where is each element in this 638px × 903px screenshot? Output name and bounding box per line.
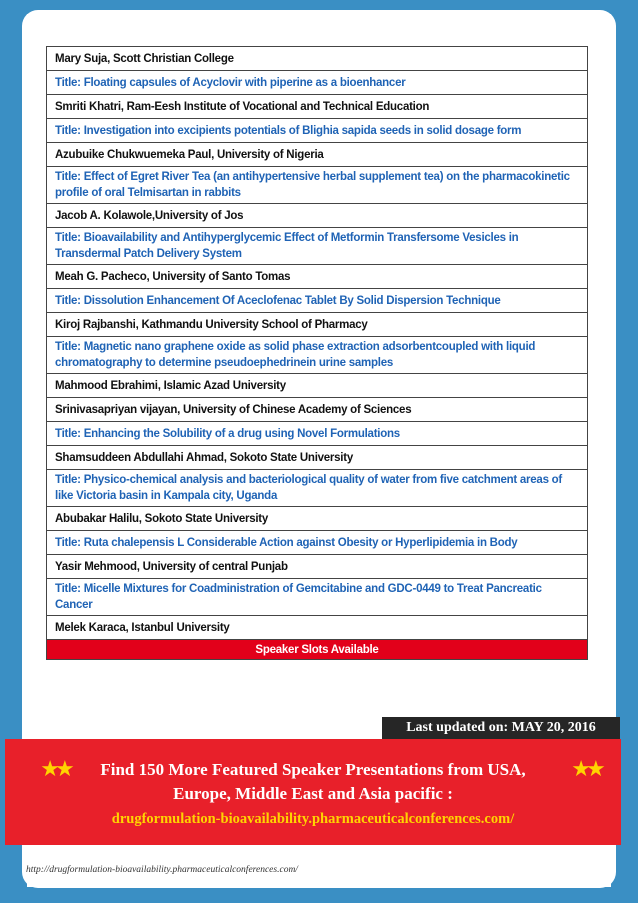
speaker-name: Srinivasapriyan vijayan, University of Chinese Academy of Sciences (47, 398, 588, 422)
presentation-title-row (47, 71, 588, 95)
presentation-title-row (47, 470, 588, 507)
speaker-table (46, 46, 588, 660)
footer-url-link[interactable]: http://drugformulation-bioavailability.pharmaceuticalconferences.com/ (26, 865, 298, 875)
star-icon: ★★ (40, 756, 70, 781)
presentation-title-row (47, 422, 588, 446)
speaker-name-row (47, 555, 588, 579)
speaker-name-row (47, 446, 588, 470)
presentation-title-row (47, 531, 588, 555)
speaker-name-row (47, 143, 588, 167)
speaker-name: Jacob A. Kolawole,University of Jos (47, 204, 588, 228)
speaker-slots-row (47, 640, 588, 660)
presentation-title: Title: Micelle Mixtures for Coadministration of Gemcitabine and GDC-0449 to Treat Pancreatic Cancer (47, 579, 588, 616)
presentation-title-row (47, 167, 588, 204)
presentation-title: Title: Physico-chemical analysis and bacteriological quality of water from five catchment areas of like Victoria basin in Kampala city, Uganda (47, 470, 588, 507)
speaker-name-row (47, 265, 588, 289)
speaker-name: Azubuike Chukwuemeka Paul, University of Nigeria (47, 143, 588, 167)
speaker-name-row (47, 616, 588, 640)
presentation-title-row (47, 119, 588, 143)
speaker-name-row (47, 374, 588, 398)
presentation-title-row (47, 337, 588, 374)
speaker-name-row (47, 313, 588, 337)
presentation-title-row (47, 228, 588, 265)
speaker-name-row (47, 507, 588, 531)
presentation-title: Title: Bioavailability and Antihyperglycemic Effect of Metformin Transfersome Vesicles in Transdermal Patch Delivery System (47, 228, 588, 265)
presentation-title: Title: Dissolution Enhancement Of Aceclofenac Tablet By Solid Dispersion Technique (47, 289, 588, 313)
promo-headline: Find 150 More Featured Speaker Presentations from USA, (100, 760, 526, 779)
presentation-title-row (47, 579, 588, 616)
presentation-title: Title: Investigation into excipients potentials of Blighia sapida seeds in solid dosage form (47, 119, 588, 143)
presentation-title: Title: Ruta chalepensis L Considerable Action against Obesity or Hyperlipidemia in Body (47, 531, 588, 555)
last-updated-label: Last updated on: MAY 20, 2016 (382, 717, 620, 739)
speaker-name: Yasir Mehmood, University of central Punjab (47, 555, 588, 579)
speaker-name: Melek Karaca, Istanbul University (47, 616, 588, 640)
presentation-title-row (47, 289, 588, 313)
speaker-name: Meah G. Pacheco, University of Santo Tomas (47, 265, 588, 289)
presentation-title: Title: Magnetic nano graphene oxide as solid phase extraction adsorbentcoupled with liquid chromatography to determine pseudoephedrinein urine samples (47, 337, 588, 374)
speaker-slots-available[interactable]: Speaker Slots Available (47, 640, 588, 660)
speaker-name-row (47, 47, 588, 71)
page-frame-bottom (0, 887, 638, 903)
speaker-name: Kiroj Rajbanshi, Kathmandu University School of Pharmacy (47, 313, 588, 337)
star-icon: ★★ (571, 756, 601, 781)
speaker-name: Smriti Khatri, Ram-Eesh Institute of Vocational and Technical Education (47, 95, 588, 119)
speaker-name: Abubakar Halilu, Sokoto State University (47, 507, 588, 531)
speaker-name: Shamsuddeen Abdullahi Ahmad, Sokoto State University (47, 446, 588, 470)
promo-banner[interactable] (5, 739, 621, 845)
speaker-name-row (47, 204, 588, 228)
presentation-title: Title: Floating capsules of Acyclovir with piperine as a bioenhancer (47, 71, 588, 95)
promo-headline-2: Europe, Middle East and Asia pacific : (173, 784, 453, 803)
speaker-name-row (47, 398, 588, 422)
presentation-title: Title: Effect of Egret River Tea (an antihypertensive herbal supplement tea) on the pharmacokinetic profile of oral Telmisartan in rabbits (47, 167, 588, 204)
presentation-title: Title: Enhancing the Solubility of a drug using Novel Formulations (47, 422, 588, 446)
promo-link[interactable]: drugformulation-bioavailability.pharmaceuticalconferences.com/ (111, 811, 515, 827)
speaker-name: Mahmood Ebrahimi, Islamic Azad University (47, 374, 588, 398)
speaker-name: Mary Suja, Scott Christian College (47, 47, 588, 71)
speaker-name-row (47, 95, 588, 119)
